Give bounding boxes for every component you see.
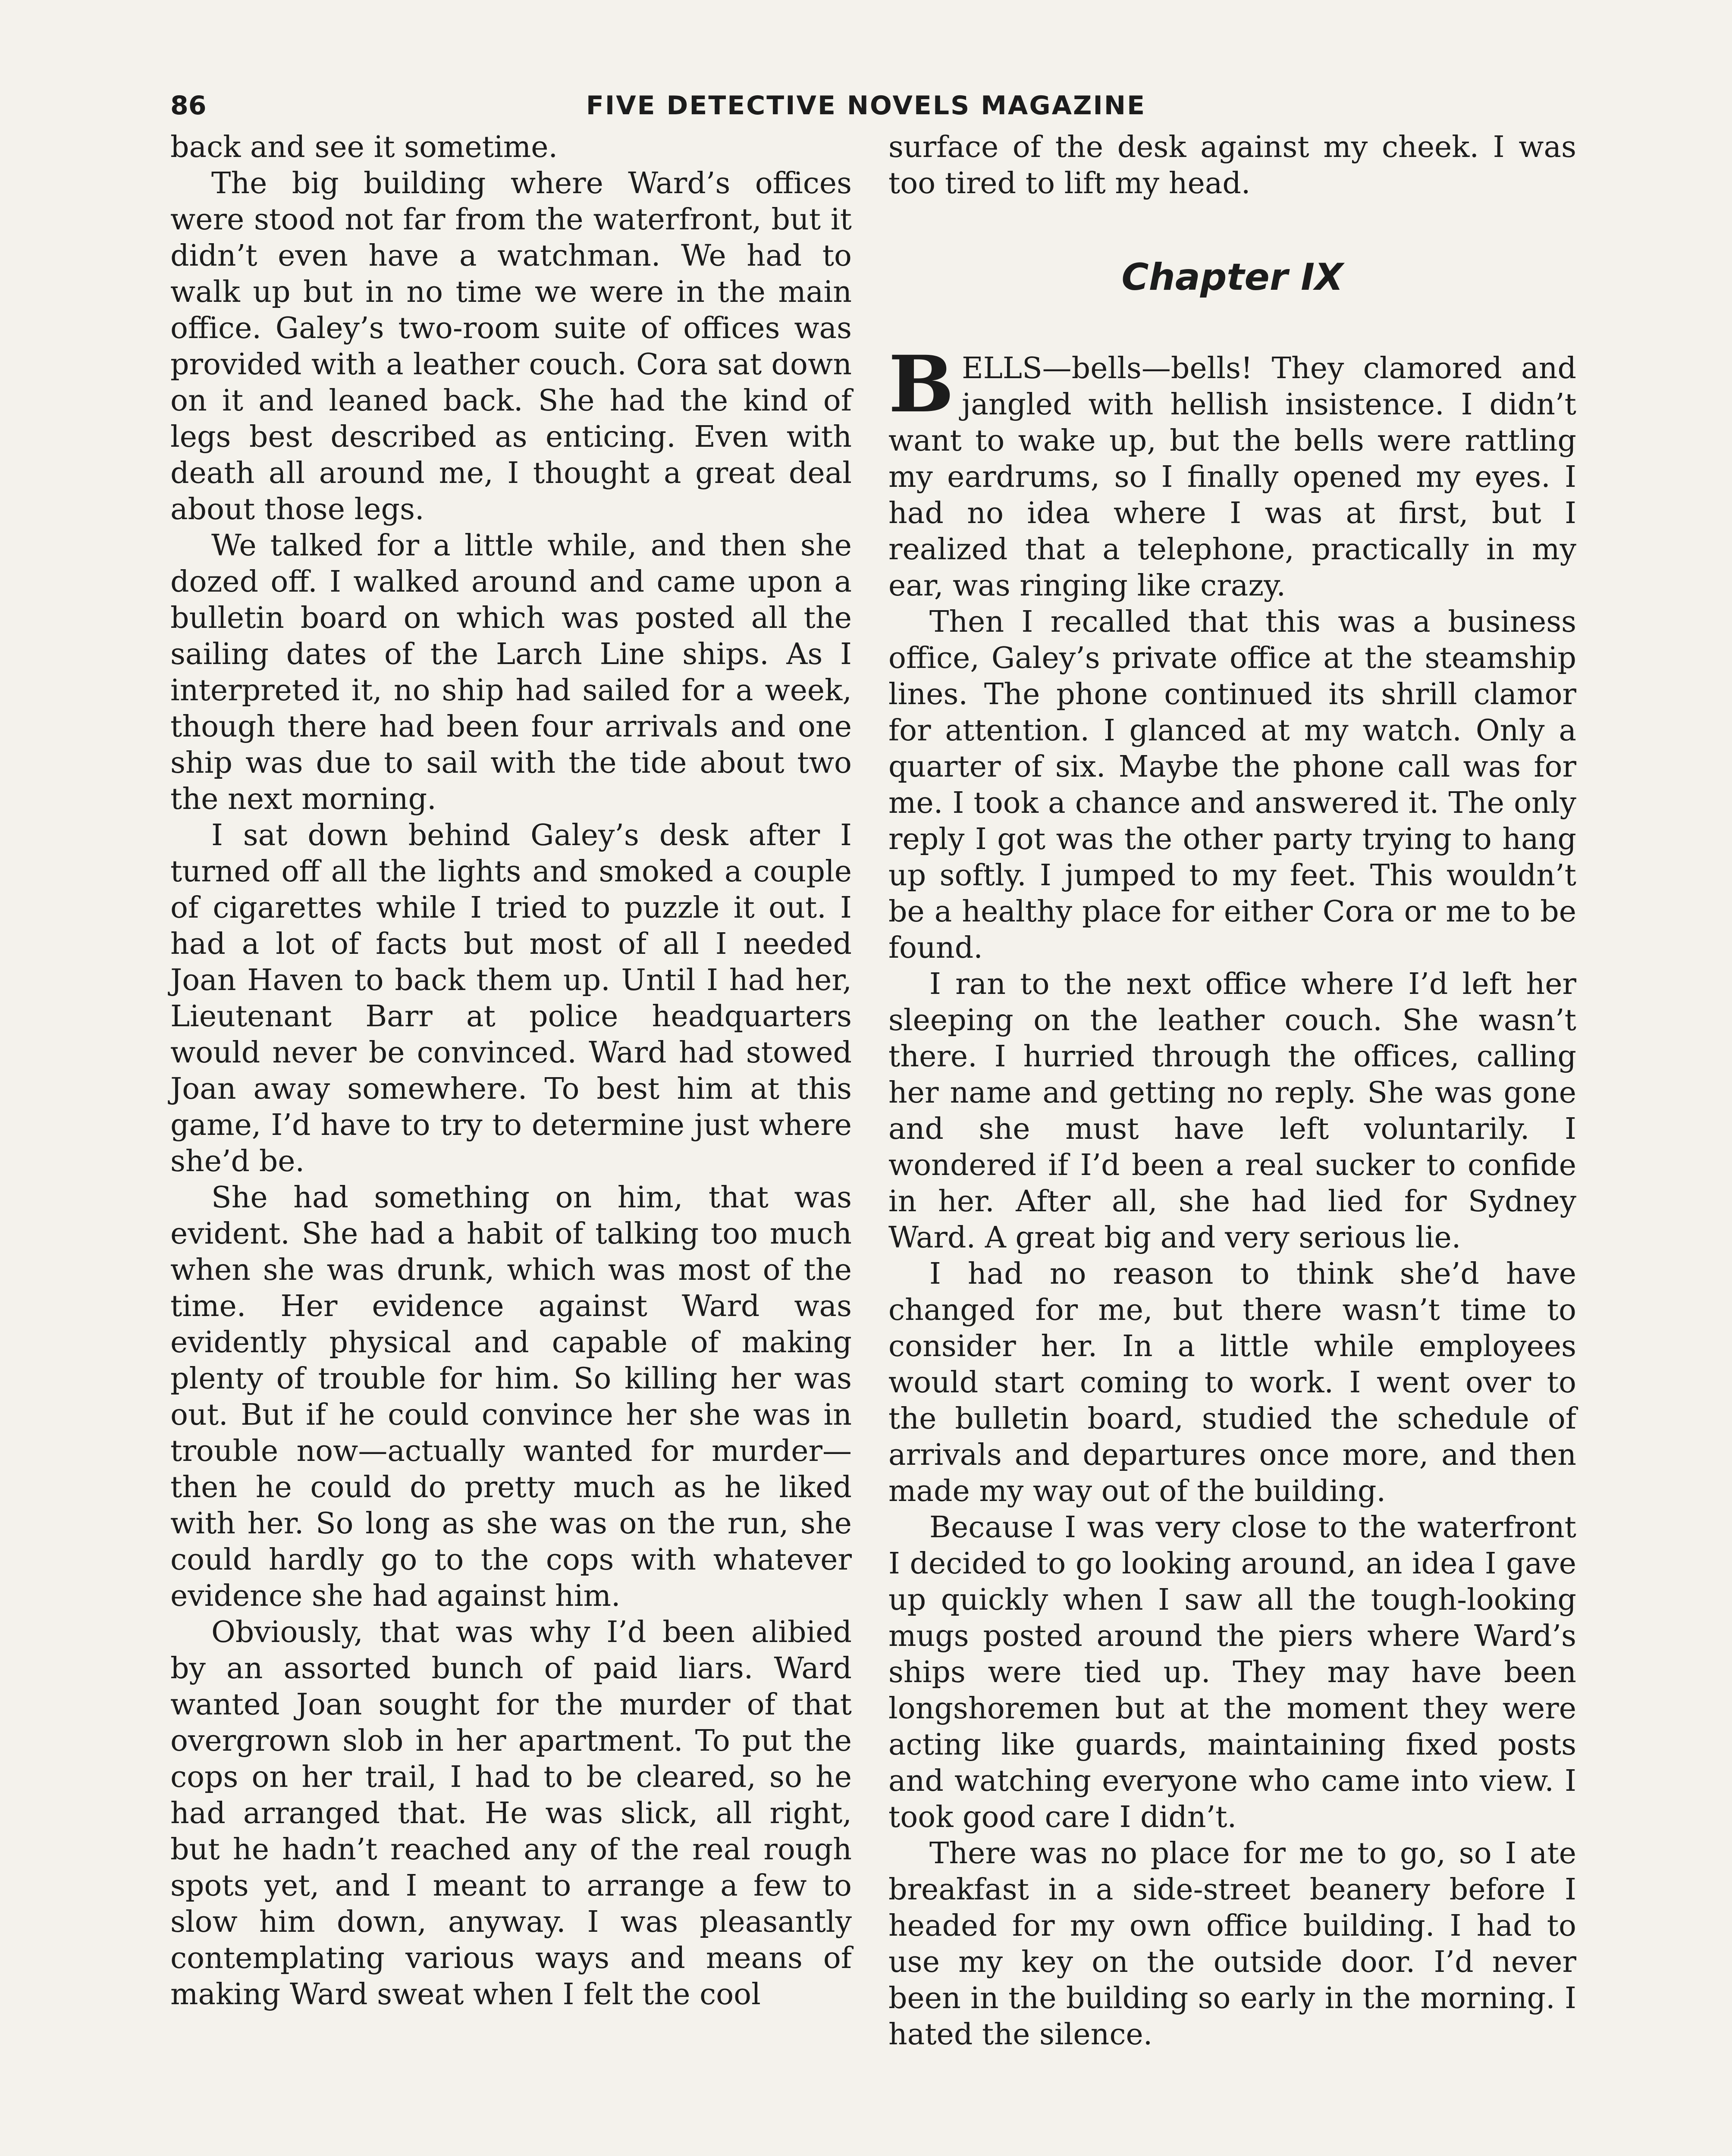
paragraph: We talked for a little while, and then she dozed off. I walked around and came upon a bulletin board on which was posted all the sailing dates of the Larch Line ships. As I interpreted it, no ship had sailed for a week, though there had been four arrivals and one ship was due to sail with the tide about two the next morning. <box>170 529 852 816</box>
chapter-heading: Chapter IX <box>1121 256 1343 299</box>
paragraph: Because I was very close to the waterfront I decided to go looking around, an idea I gave up quickly when I saw all the tough-looking mugs posted around the piers where Ward’s ships were tied up. They may have been longshoremen but at the moment they were acting like guards, maintaining fixed posts and watching everyone who came into view. I took good care I didn’t. <box>888 1510 1576 1834</box>
paragraph: back and see it sometime. <box>170 130 558 164</box>
chapter-opening-paragraph <box>888 339 1576 604</box>
paragraph: surface of the desk against my cheek. I was too tired to lift my head. <box>888 130 1576 201</box>
left-column <box>170 129 852 2013</box>
paragraph: Then I recalled that this was a business office, Galey’s private office at the steamship lines. The phone continued its shrill clamor for attention. I glanced at my watch. Only a quarter of six. Maybe the phone call was for me. I took a chance and answered it. The only reply I got was the other party trying to hang up softly. I jumped to my feet. This wouldn’t be a healthy place for either Cora or me to be found. <box>888 605 1576 965</box>
paragraph: She had something on him, that was evident. She had a habit of talking too much when she was drunk, which was most of the time. Her evidence against Ward was evidently physical and capable of making plenty of trouble for him. So killing her was out. But if he could convince her she was in trouble now—actually wanted for murder—then he could do pretty much as he liked with her. So long as she was on the run, she could hardly go to the cops with whatever evidence she had against him. <box>170 1181 852 1613</box>
paragraph: Obviously, that was why I’d been alibied by an assorted bunch of paid liars. Ward wanted Joan sought for the murder of that overgrown slob in her apartment. To put the cops on her trail, I had to be cleared, so he had arranged that. He was slick, all right, but he hadn’t reached any of the real rough spots yet, and I meant to arrange a few to slow him down, anyway. I was pleasantly contemplating various ways and means of making Ward sweat when I felt the cool <box>170 1615 852 2012</box>
running-title: FIVE DETECTIVE NOVELS MAGAZINE <box>586 91 1146 121</box>
paragraph: The big building where Ward’s offices were stood not far from the waterfront, but it didn’t even have a watchman. We had to walk up but in no time we were in the main office. Galey’s two-room suite of offices was provided with a leather couch. Cora sat down on it and leaned back. She had the kind of legs best described as enticing. Even with death all around me, I thought a great deal about those legs. <box>170 166 852 526</box>
paragraph: I had no reason to think she’d have changed for me, but there wasn’t time to consider her. In a little while employees would start coming to work. I went over to the bulletin board, studied the schedule of arrivals and departures once more, and then made my way out of the building. <box>888 1257 1576 1508</box>
paragraph: There was no place for me to go, so I ate breakfast in a side-street beanery before I headed for my own office building. I had to use my key on the outside door. I’d never been in the building so early in the morning. I hated the silence. <box>888 1836 1576 2052</box>
page-number: 86 <box>170 91 207 121</box>
paragraph-text: ELLS—bells—bells! They clamored and jangled with hellish insistence. I didn’t want to wake up, but the bells were rattling my eardrums, so I finally opened my eyes. I had no idea where I was at first, but I realized that a telephone, practically in my ear, was ringing like crazy. <box>888 351 1576 603</box>
drop-cap: B <box>888 339 954 430</box>
paragraph: I sat down behind Galey’s desk after I turned off all the lights and smoked a couple of cigarettes while I tried to puzzle it out. I had a lot of facts but most of all I needed Joan Haven to back them up. Until I had her, Lieutenant Barr at police headquarters would never be convinced. Ward had stowed Joan away somewhere. To best him at this game, I’d have to try to determine just where she’d be. <box>170 818 852 1178</box>
right-column <box>888 129 1576 2053</box>
paragraph: I ran to the next office where I’d left her sleeping on the leather couch. She wasn’t there. I hurried through the offices, calling her name and getting no reply. She was gone and she must have left voluntarily. I wondered if I’d been a real sucker to confide in her. After all, she had lied for Sydney Ward. A great big and very serious lie. <box>888 967 1576 1255</box>
page-header <box>170 88 1562 123</box>
